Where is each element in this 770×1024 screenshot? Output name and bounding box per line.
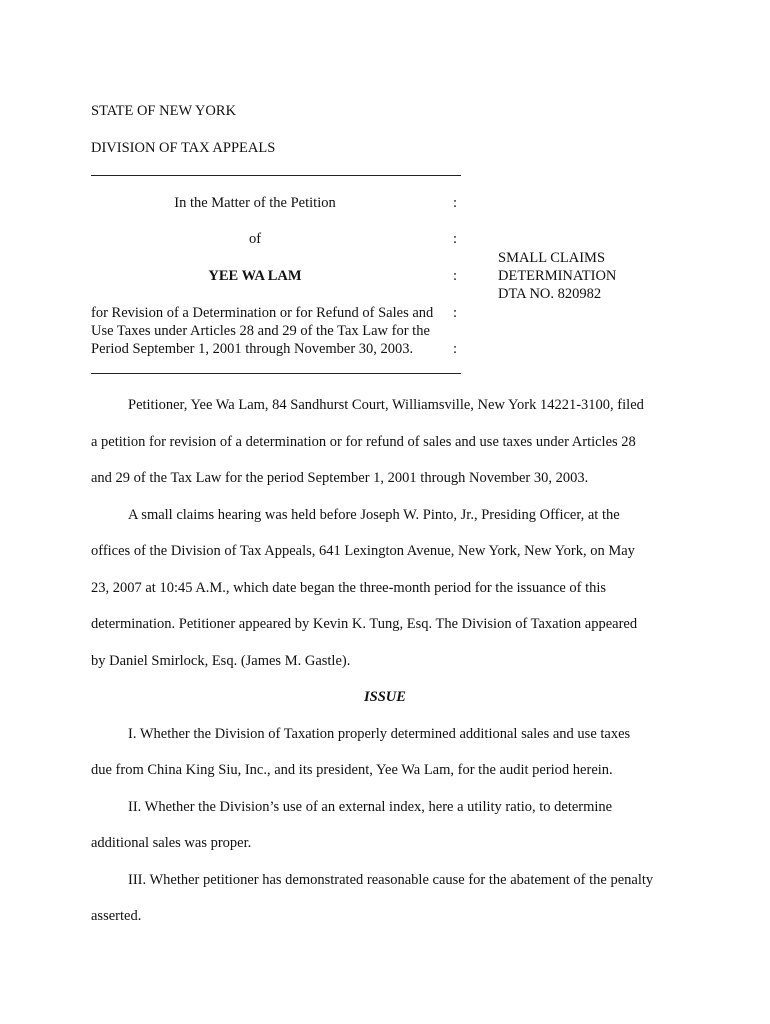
paragraph-line: and 29 of the Tax Law for the period September 1, 2001 through November 30, 2003. <box>91 470 589 486</box>
caption-purpose-line: for Revision of a Determination or for Refund of Sales and <box>91 305 434 321</box>
issue-heading: ISSUE <box>364 689 406 705</box>
caption-of: of <box>248 231 262 247</box>
top-rule <box>91 175 461 176</box>
paragraph-line: Petitioner, Yee Wa Lam, 84 Sandhurst Court, Williamsville, New York 14221-3100, filed <box>128 397 644 413</box>
state-heading: STATE OF NEW YORK <box>91 103 237 119</box>
division-heading: DIVISION OF TAX APPEALS <box>91 140 276 156</box>
caption-matter: In the Matter of the Petition <box>174 195 336 211</box>
issue-line: II. Whether the Division’s use of an external index, here a utility ratio, to determine <box>128 799 613 815</box>
caption-colon: : <box>453 195 458 211</box>
caption-colon: : <box>453 231 458 247</box>
determination-line: DETERMINATION <box>498 268 617 284</box>
determination-line: DTA NO. 820982 <box>498 286 602 302</box>
paragraph-line: offices of the Division of Tax Appeals, 641 Lexington Avenue, New York, New York, on May <box>91 543 635 559</box>
issue-line: III. Whether petitioner has demonstrated reasonable cause for the abatement of the penalty <box>128 872 654 888</box>
caption-colon: : <box>453 305 458 321</box>
issue-line: additional sales was proper. <box>91 835 252 851</box>
issue-line: due from China King Siu, Inc., and its president, Yee Wa Lam, for the audit period herein. <box>91 762 613 778</box>
issue-line: asserted. <box>91 908 142 924</box>
determination-block <box>498 249 616 303</box>
caption-colon: : <box>453 268 458 284</box>
paragraph-line: A small claims hearing was held before Joseph W. Pinto, Jr., Presiding Officer, at the <box>128 507 620 523</box>
caption-purpose-line: Period September 1, 2001 through November 30, 2003. <box>91 341 414 357</box>
determination-line: SMALL CLAIMS <box>498 250 606 266</box>
paragraph-line: by Daniel Smirlock, Esq. (James M. Gastle). <box>91 653 351 669</box>
caption-colon: : <box>453 341 458 357</box>
petitioner-name: YEE WA LAM <box>208 268 302 284</box>
paragraph-line: a petition for revision of a determination or for refund of sales and use taxes under Articles 28 <box>91 434 636 450</box>
bottom-rule <box>91 373 461 374</box>
paragraph-line: 23, 2007 at 10:45 A.M., which date began the three-month period for the issuance of this <box>91 580 607 596</box>
paragraph-line: determination. Petitioner appeared by Kevin K. Tung, Esq. The Division of Taxation appeared <box>91 616 638 632</box>
caption-purpose-line: Use Taxes under Articles 28 and 29 of the Tax Law for the <box>91 323 430 339</box>
issue-line: I. Whether the Division of Taxation properly determined additional sales and use taxes <box>128 726 631 742</box>
